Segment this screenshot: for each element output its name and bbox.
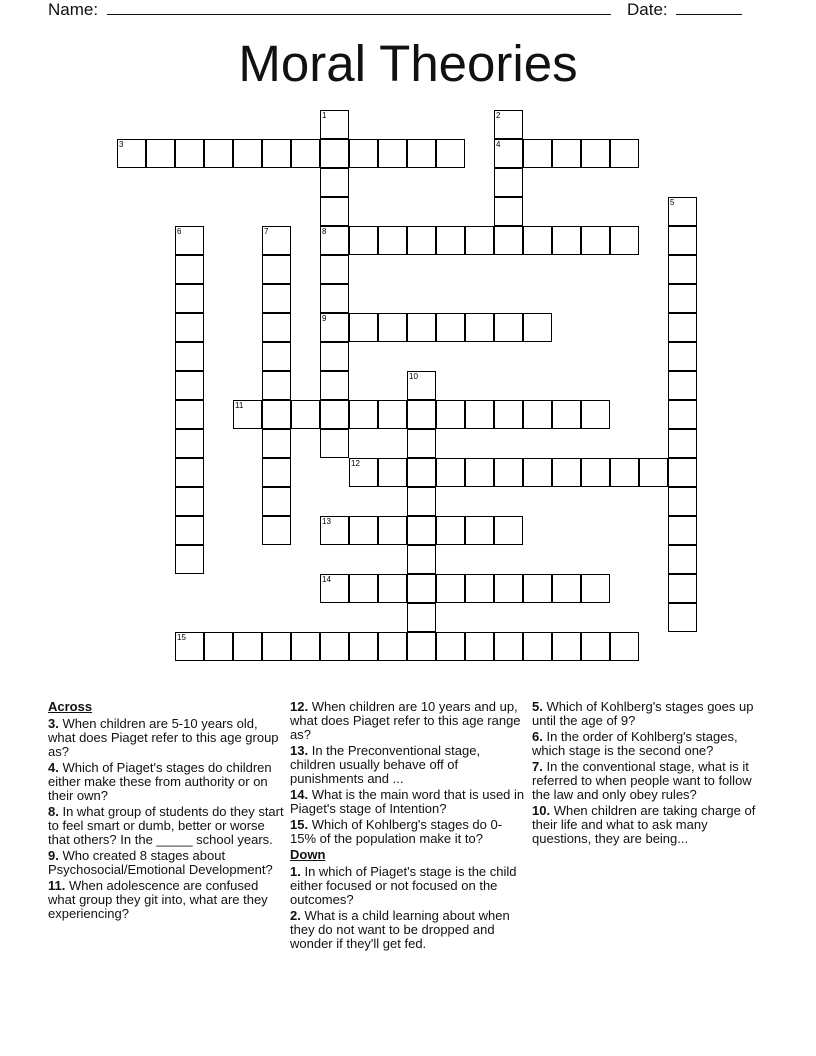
grid-number: 1 [322, 111, 327, 120]
grid-cell[interactable] [349, 313, 378, 342]
grid-cell[interactable] [465, 632, 494, 661]
grid-cell[interactable] [523, 632, 552, 661]
grid-cell[interactable] [581, 400, 610, 429]
grid-cell[interactable] [436, 574, 465, 603]
grid-cell[interactable] [204, 632, 233, 661]
clue [532, 730, 768, 758]
grid-cell[interactable] [668, 400, 697, 429]
clue-text: Which of Kohlberg's stages do 0-15% of the population make it to? [290, 817, 503, 846]
grid-cell[interactable] [610, 226, 639, 255]
grid-cell[interactable] [407, 400, 436, 429]
clues-column-1 [48, 700, 284, 923]
grid-cell[interactable] [668, 574, 697, 603]
grid-cell[interactable] [668, 603, 697, 632]
grid-cell[interactable] [146, 139, 175, 168]
clues-column-2 [290, 700, 526, 953]
grid-cell[interactable] [407, 516, 436, 545]
grid-cell[interactable] [262, 458, 291, 487]
clue [48, 879, 284, 921]
clue-number: 3. [48, 716, 59, 731]
grid-number: 9 [322, 314, 327, 323]
clue-number: 6. [532, 729, 543, 744]
clue-text: What is a child learning about when they do not want to be dropped and wonder if they'll get fed. [290, 908, 510, 951]
grid-number: 5 [670, 198, 675, 207]
clue-text: In the order of Kohlberg's stages, which stage is the second one? [532, 729, 738, 758]
grid-cell[interactable] [465, 516, 494, 545]
grid-cell[interactable] [465, 400, 494, 429]
grid-cell[interactable] [378, 632, 407, 661]
grid-cell[interactable] [320, 632, 349, 661]
grid-cell[interactable] [349, 632, 378, 661]
grid-cell[interactable] [668, 516, 697, 545]
grid-cell[interactable] [175, 313, 204, 342]
clue-text: In the Preconventional stage, children usually behave off of punishments and ... [290, 743, 481, 786]
grid-cell[interactable] [610, 139, 639, 168]
grid-cell[interactable] [523, 313, 552, 342]
clue-number: 7. [532, 759, 543, 774]
grid-cell[interactable] [668, 284, 697, 313]
grid-cell[interactable] [262, 284, 291, 313]
grid-cell[interactable] [262, 400, 291, 429]
grid-cell[interactable] [204, 139, 233, 168]
grid-cell[interactable] [378, 139, 407, 168]
grid-cell[interactable] [494, 313, 523, 342]
grid-cell[interactable] [262, 139, 291, 168]
grid-cell[interactable] [494, 197, 523, 226]
grid-number: 6 [177, 227, 182, 236]
clue-text: Which of Piaget's stages do children either make these from authority or on their own? [48, 760, 272, 803]
grid-cell[interactable] [349, 516, 378, 545]
grid-cell[interactable] [291, 400, 320, 429]
grid-cell[interactable] [494, 168, 523, 197]
grid-cell[interactable] [262, 255, 291, 284]
grid-cell[interactable] [436, 516, 465, 545]
grid-cell[interactable] [378, 313, 407, 342]
grid-cell[interactable] [552, 226, 581, 255]
grid-number: 11 [235, 401, 244, 410]
grid-cell[interactable] [262, 371, 291, 400]
grid-cell[interactable] [668, 458, 697, 487]
grid-cell[interactable] [233, 139, 262, 168]
clue-number: 10. [532, 803, 551, 818]
clue [48, 761, 284, 803]
grid-cell[interactable] [668, 487, 697, 516]
grid-cell[interactable] [262, 516, 291, 545]
clue [290, 818, 526, 846]
grid-cell[interactable] [581, 574, 610, 603]
grid-cell[interactable] [320, 139, 349, 168]
grid-cell[interactable] [581, 226, 610, 255]
clue [532, 760, 768, 802]
grid-cell[interactable] [175, 284, 204, 313]
grid-cell[interactable] [465, 458, 494, 487]
grid-cell[interactable] [407, 429, 436, 458]
grid-cell[interactable] [668, 371, 697, 400]
grid-cell[interactable] [320, 255, 349, 284]
grid-cell[interactable] [291, 139, 320, 168]
grid-number: 8 [322, 227, 327, 236]
grid-cell[interactable] [262, 342, 291, 371]
grid-cell[interactable] [407, 574, 436, 603]
clue [48, 717, 284, 759]
grid-cell[interactable] [320, 284, 349, 313]
clue-text: When children are taking charge of their life and what to ask many questions, they are being... [532, 803, 756, 846]
grid-cell[interactable] [465, 313, 494, 342]
grid-cell[interactable] [465, 574, 494, 603]
clue [532, 804, 768, 846]
grid-cell[interactable] [407, 545, 436, 574]
clue-text: Who created 8 stages about Psychosocial/Emotional Development? [48, 848, 273, 877]
grid-cell[interactable] [175, 516, 204, 545]
grid-cell[interactable] [436, 400, 465, 429]
clue-number: 1. [290, 864, 301, 879]
clue-text: When adolescence are confused what group they git into, what are they experiencing? [48, 878, 268, 921]
clue [48, 849, 284, 877]
grid-cell[interactable] [175, 139, 204, 168]
grid-cell[interactable] [407, 603, 436, 632]
grid-cell[interactable] [378, 226, 407, 255]
grid-cell[interactable] [378, 400, 407, 429]
grid-cell[interactable] [262, 313, 291, 342]
grid-cell[interactable] [175, 545, 204, 574]
grid-cell[interactable] [552, 574, 581, 603]
grid-number: 10 [409, 372, 418, 381]
grid-number: 4 [496, 140, 501, 149]
grid-cell[interactable] [494, 400, 523, 429]
grid-cell[interactable] [233, 632, 262, 661]
grid-cell[interactable] [436, 226, 465, 255]
grid-cell[interactable] [262, 487, 291, 516]
grid-number: 7 [264, 227, 269, 236]
clue [48, 805, 284, 847]
grid-cell[interactable] [552, 400, 581, 429]
grid-cell[interactable] [320, 429, 349, 458]
grid-cell[interactable] [262, 632, 291, 661]
across-heading: Across [48, 699, 93, 714]
grid-cell[interactable] [523, 400, 552, 429]
grid-cell[interactable] [175, 371, 204, 400]
clue-number: 9. [48, 848, 59, 863]
grid-cell[interactable] [494, 632, 523, 661]
name-label-text: Name: [48, 0, 99, 19]
grid-cell[interactable] [581, 139, 610, 168]
grid-cell[interactable] [407, 313, 436, 342]
grid-number: 12 [351, 459, 360, 468]
grid-cell[interactable] [349, 574, 378, 603]
grid-number: 3 [119, 140, 124, 149]
clue-number: 5. [532, 699, 543, 714]
grid-cell[interactable] [668, 255, 697, 284]
grid-cell[interactable] [668, 313, 697, 342]
grid-cell[interactable] [436, 139, 465, 168]
date-label-text: Date: [627, 0, 668, 19]
grid-number: 13 [322, 517, 331, 526]
grid-cell[interactable] [436, 458, 465, 487]
clue-text: When children are 5-10 years old, what does Piaget refer to this age group as? [48, 716, 279, 759]
grid-cell[interactable] [494, 516, 523, 545]
grid-cell[interactable] [494, 574, 523, 603]
grid-cell[interactable] [320, 342, 349, 371]
grid-cell[interactable] [494, 458, 523, 487]
grid-cell[interactable] [407, 632, 436, 661]
grid-cell[interactable] [378, 516, 407, 545]
clue [290, 909, 526, 951]
clue-number: 12. [290, 699, 309, 714]
grid-cell[interactable] [175, 429, 204, 458]
clue-number: 14. [290, 787, 309, 802]
clue-text: In the conventional stage, what is it referred to when people want to follow the law and only obey rules? [532, 759, 752, 802]
grid-cell[interactable] [552, 458, 581, 487]
page-title: Moral Theories [238, 35, 578, 92]
grid-cell[interactable] [523, 574, 552, 603]
grid-number: 14 [322, 575, 331, 584]
grid-cell[interactable] [668, 429, 697, 458]
clue-number: 13. [290, 743, 309, 758]
grid-cell[interactable] [175, 487, 204, 516]
grid-cell[interactable] [407, 139, 436, 168]
grid-cell[interactable] [407, 458, 436, 487]
grid-cell[interactable] [407, 487, 436, 516]
grid-cell[interactable] [639, 458, 668, 487]
grid-cell[interactable] [175, 342, 204, 371]
grid-cell[interactable] [175, 255, 204, 284]
grid-cell[interactable] [668, 226, 697, 255]
clue-text: In what group of students do they start to feel smart or dumb, better or worse that others? In the _____ school years. [48, 804, 284, 847]
clue-number: 8. [48, 804, 59, 819]
grid-cell[interactable] [668, 342, 697, 371]
clues-column-3 [532, 700, 768, 848]
grid-cell[interactable] [552, 632, 581, 661]
grid-cell[interactable] [291, 632, 320, 661]
grid-cell[interactable] [349, 139, 378, 168]
grid-cell[interactable] [610, 632, 639, 661]
grid-cell[interactable] [523, 139, 552, 168]
clue [290, 744, 526, 786]
clue-text: Which of Kohlberg's stages goes up until the age of 9? [532, 699, 754, 728]
clue-text: When children are 10 years and up, what does Piaget refer to this age range as? [290, 699, 521, 742]
grid-cell[interactable] [349, 400, 378, 429]
grid-cell[interactable] [320, 197, 349, 226]
clue-number: 2. [290, 908, 301, 923]
grid-cell[interactable] [175, 458, 204, 487]
grid-cell[interactable] [378, 458, 407, 487]
grid-cell[interactable] [436, 313, 465, 342]
grid-cell[interactable] [175, 400, 204, 429]
grid-cell[interactable] [436, 632, 465, 661]
clue-text: In which of Piaget's stage is the child either focused or not focused on the outcomes? [290, 864, 517, 907]
clue-number: 4. [48, 760, 59, 775]
grid-cell[interactable] [668, 545, 697, 574]
grid-cell[interactable] [523, 458, 552, 487]
grid-cell[interactable] [581, 632, 610, 661]
grid-number: 2 [496, 111, 501, 120]
grid-cell[interactable] [320, 168, 349, 197]
grid-cell[interactable] [407, 226, 436, 255]
clue [290, 865, 526, 907]
clue [532, 700, 768, 728]
grid-cell[interactable] [552, 139, 581, 168]
grid-cell[interactable] [378, 574, 407, 603]
grid-cell[interactable] [320, 371, 349, 400]
grid-cell[interactable] [523, 226, 552, 255]
clue-number: 15. [290, 817, 309, 832]
grid-cell[interactable] [262, 429, 291, 458]
grid-cell[interactable] [465, 226, 494, 255]
clue-text: What is the main word that is used in Piaget's stage of Intention? [290, 787, 525, 816]
grid-cell[interactable] [494, 226, 523, 255]
down-heading: Down [290, 847, 326, 862]
grid-cell[interactable] [349, 226, 378, 255]
grid-cell[interactable] [610, 458, 639, 487]
clue-number: 11. [48, 878, 66, 893]
clue [290, 700, 526, 742]
grid-cell[interactable] [320, 400, 349, 429]
grid-number: 15 [177, 633, 186, 642]
clue [290, 788, 526, 816]
grid-cell[interactable] [581, 458, 610, 487]
